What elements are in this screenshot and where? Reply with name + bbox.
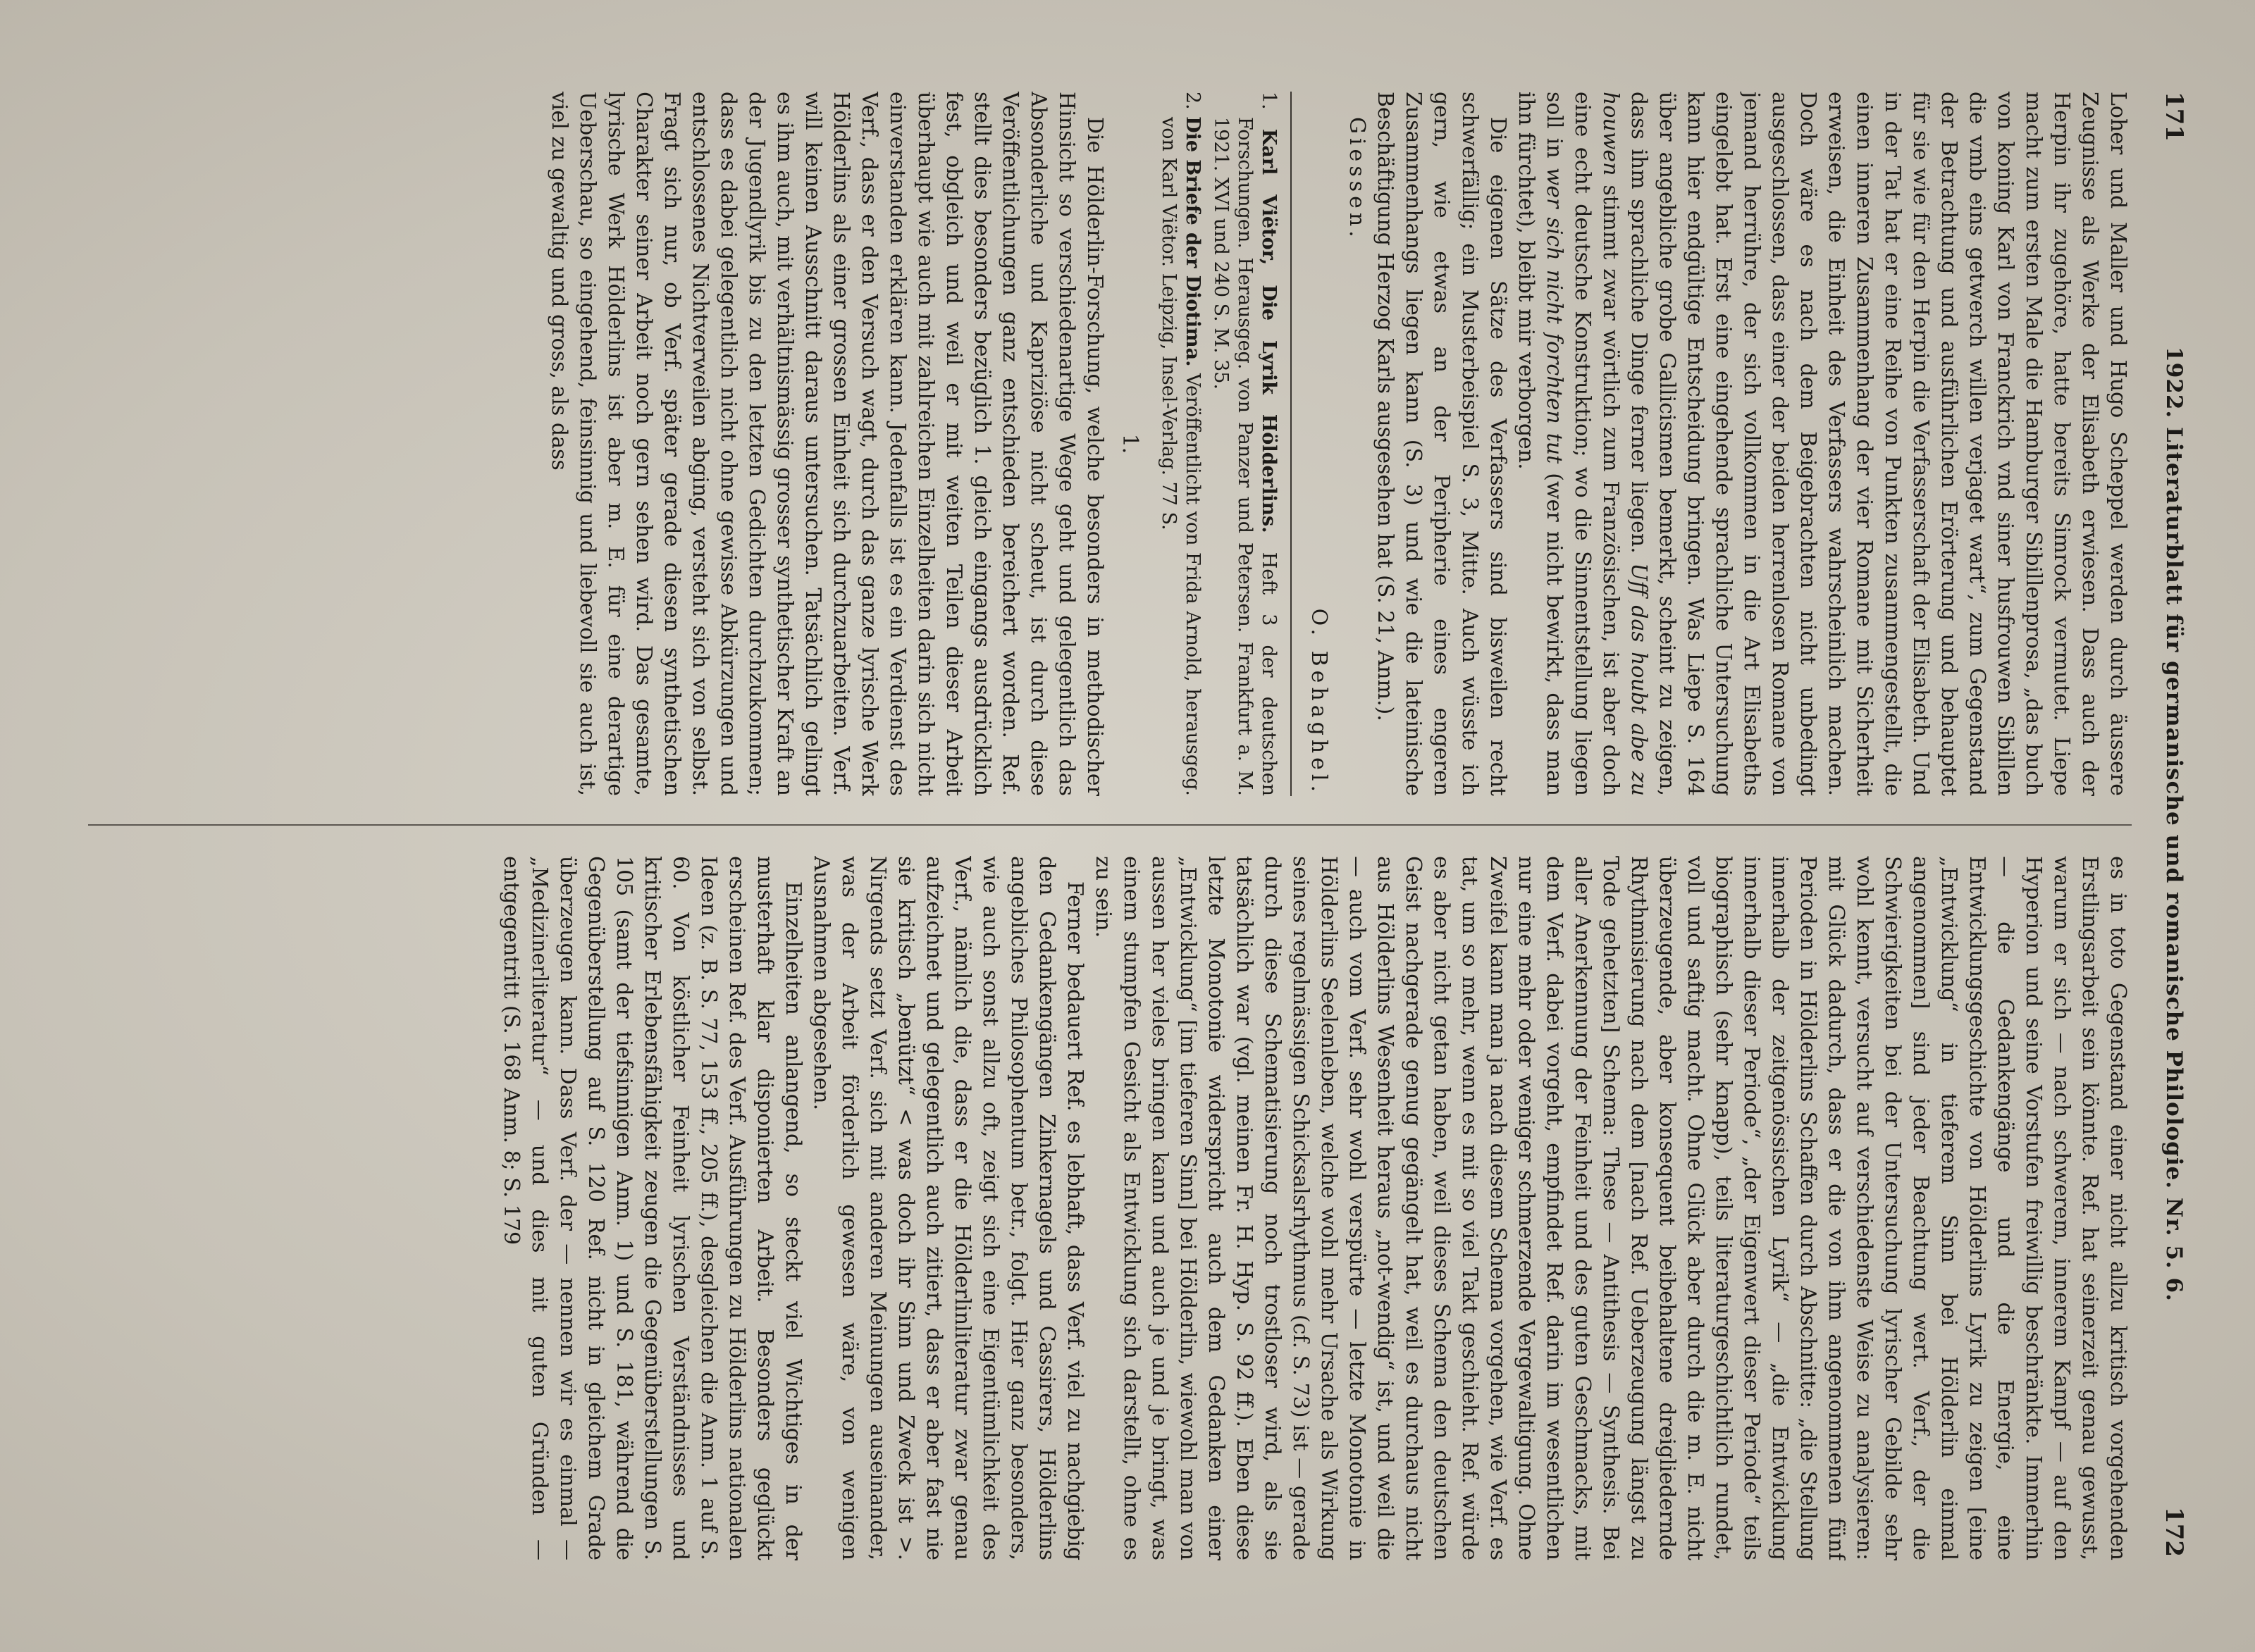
review-signature: O. Behaghel. — [1306, 608, 1331, 796]
review-place: Giessen. — [1345, 117, 1369, 242]
bibliographic-entry-1: 1. Karl Viëtor, Die Lyrik Hölderlins. Heft 3 der deutschen Forschungen. Herausgeg. von Panzer und Petersen. Frankfurt a. M. 1921. XVI und 240 S. M. 35. — [1210, 92, 1280, 796]
running-title: 1922. Literaturblatt für germanische und romanische Philologie. Nr. 5. 6. — [2161, 347, 2187, 1302]
page-header — [2146, 92, 2188, 1557]
paragraph: Die eigenen Sätze des Verfassers sind bisweilen recht schwerfällig; ein Musterbeispiel S. 3, Mitte. Auch wüsste ich gern, wie etwas an der Peripherie eines engeren Zusammenhangs liegen kann (S. 3) und wie die lateinische Beschäftigung Herzog Karls ausgesehen hat (S. 21, Anm.). — [1373, 92, 1510, 796]
page-number-right: 172 — [2160, 1507, 2188, 1557]
section-numeral: 1. — [1118, 433, 1142, 454]
section-divider — [1290, 92, 1292, 796]
page-number-left: 171 — [2160, 92, 2188, 142]
paragraph: Loher und Maller und Hugo Scheppel werden durch äussere Zeugnisse als Werke der Elisabeth erwiesen. Dass auch der Herpin ihr zugehöre, hatte bereits Simrock vermutet. Liepe macht zum ersten Male die Hamburger Sibillenprosa, „das buch von koning Karl von Franckrich vnd siner husfrouwen Sibillen die vmb eins getwerch willen verjaget wart“, zum Gegenstand der Betrachtung und ausführlichen Erörterung und behauptet für sie wie für den Herpin die Verfasserschaft der Elisabeth. Und in der Tat hat er eine Reihe von Punkten zusammengestellt, die einen inneren Zusammenhang der vier Romane mit Sicherheit erweisen, die Einheit des Verfassers wahrscheinlich machen. Doch wäre es nach dem Beigebrachten nicht unbedingt ausgeschlossen, dass einer der beiden herrenlosen Romane von jemand herrühre, der sich vollkommen in die Art Elisabeths eingelebt hat. Erst eine eingehende sprachliche Untersuchung kann hier endgültige Entscheidung bringen. Was Liepe S. 164 über angebliche grobe Gallicismen bemerkt, scheint zu zeigen, dass ihm sprachliche Dinge ferner liegen. Uff das houbt abe zu houwen stimmt zwar wörtlich zum Französischen, ist aber doch eine echt deutsche Konstruktion; wo die Sinnentstellung liegen soll in wer sich nicht forchten tut (wer nicht bewirkt, dass man ihn fürchtet), bleibt mir verborgen. — [1514, 92, 2130, 796]
bibliographic-entry-2: 2. Die Briefe der Diotima. Veröffentlicht von Frida Arnold, herausgeg. von Karl Viëtor. Leipzig, Insel-Verlag. 77 S. — [1158, 92, 1204, 796]
paragraph: es in toto Gegenstand einer nicht allzu kritisch vorgehenden Erstlingsarbeit sein könnte. Ref. hat seinerzeit genau gewusst, warum er sich — nach schwerem, innerem Kampf — auf den Hyperion und seine Vorstufen freiwillig beschränkte. Immerhin — die Gedankengänge und die Energie, eine Entwicklungsgeschichte von Hölderlins Lyrik zu zeigen [eine „Entwicklung“ in tieferem Sinn bei Hölderlin einmal angenommen] sind jeder Beachtung wert. Verf., der die Schwierigkeiten bei der Untersuchung lyrischer Gebilde sehr wohl kennt, versucht auf verschiedenste Weise zu analysieren: mit Glück dadurch, dass er die von ihm angenommenen fünf Perioden in Hölderlins Schaffen durch Abschnitte: „die Stellung innerhalb der zeitgenössischen Lyrik“ — „die Entwicklung innerhalb dieser Periode“, „der Eigenwert dieser Periode“ teils biographisch (sehr knapp), teils literaturgeschichtlich rundet, voll und saftig macht. Ohne Glück aber durch die m. E. nicht überzeugende, aber konsequent beibehaltene dreigliedernde Rhythmisierung nach dem [nach Ref. Ueberzeugung längst zu Tode gehetzten] Schema: These — Antithesis — Synthesis. Bei aller Anerkennung der Feinheit und des guten Geschmacks, mit dem Verf. dabei vorgeht, empfindet Ref. darin im wesentlichen nur eine mehr oder weniger schmerzende Vergewaltigung. Ohne Zweifel kann man ja nach diesem Schema vorgehen, wie Verf. es tat, um so mehr, wenn es mit so viel Takt geschieht. Ref. würde es aber nicht getan haben, weil dieses Schema den deutschen Geist nachgerade genug gegängelt hat, weil es durchaus nicht aus Hölderlins Wesenheit heraus „not-wendig“ ist, und weil die — auch vom Verf. sehr wohl verspürte — letzte Monotonie in Hölderlins Seelenleben, welche wohl mehr Ursache als Wirkung seines regelmässigen Schicksalsrhythmus (cf. S. 73) ist — gerade durch diese Schematisierung noch trostloser wird, als sie tatsächlich war (vgl. meinen Fr. H. Hyp. S. 92 ff.). Eben diese letzte Monotonie widerspricht auch dem Gedanken einer „Entwicklung“ [im tieferen Sinn] bei Hölderlin, wiewohl man von aussen her vieles bringen kann und auch je und je bringt, was einem stumpfen Gesicht als Entwicklung sich darstellt, ohne es zu sein. — [1091, 856, 2130, 1560]
column-divider — [88, 824, 2132, 826]
paragraph: Einzelheiten anlangend, so steckt viel Wichtiges in der musterhaft klar disponierten Arbeit. Besonders geglückt erscheinen Ref. des Verf. Ausführungen zu Hölderlins nationalen Ideen (z. B. S. 77, 153 ff., 205 ff.), desgleichen die Anm. 1 auf S. 60. Von köstlicher Feinheit lyrischen Verständnisses und kritischer Erlebensfähigkeit zeugen die Gegenüberstellungen S. 105 (samt der tiefsinnigen Anm. 1) und S. 181, während die Gegenüberstellung auf S. 120 Ref. nicht in gleichem Grade überzeugen kann. Dass Verf. der — nennen wir es einmal — „Medizinerliteratur“ — und dies mit guten Gründen — entgegentritt (S. 168 Anm. 8; S. 179 — [499, 856, 805, 1560]
paragraph: Ferner bedauert Ref. es lebhaft, dass Verf. viel zu nachgiebig den Gedankengängen Zinkernagels und Cassirers, Hölderlins angebliches Philosophentum betr., folgt. Hier ganz besonders, wie auch sonst allzu oft, zeigt sich eine Eigentümlichkeit des Verf., nämlich die, dass er die Hölderlinliteratur zwar genau aufzeichnet und gelegentlich auch zitiert, dass er aber fast nie sie kritisch „benützt“ < was doch ihr Sinn und Zweck ist >. Nirgends setzt Verf. sich mit anderen Meinungen auseinander, was der Arbeit förderlich gewesen wäre, von wenigen Ausnahmen abgesehen. — [809, 856, 1087, 1560]
left-column — [88, 92, 2132, 796]
paragraph: Die Hölderlin-Forschung, welche besonders in methodischer Hinsicht so verschiedenartige Wege geht und gelegentlich das Absonderliche und Kapriziöse nicht scheut, ist durch diese Veröffentlichungen ganz entschieden bereichert worden. Ref. stellt dies besonders bezüglich 1. gleich eingangs ausdrücklich fest, obgleich und weil er mit weiten Teilen dieser Arbeit überhaupt wie auch mit zahlreichen Einzelheiten darin sich nicht einverstanden erklären kann. Jedenfalls ist es ein Verdienst des Verf., dass er den Versuch wagt, durch das ganze lyrische Werk Hölderlins als einer grossen Einheit sich durchzuarbeiten. Verf. will keinen Ausschnitt daraus untersuchen. Tatsächlich gelingt es ihm auch, mit verhältnismässig grosser synthetischer Kraft an der Jugendlyrik bis zu den letzten Gedichten durchzukommen; dass es dabei gelegentlich nicht ohne gewisse Abkürzungen und entschlossenes Nichtverweilen abging, versteht sich von selbst. Fragt sich nur, ob Verf. später gerade diesen synthetischen Charakter seiner Arbeit noch gern sehen wird. Das gesamte, lyrische Werk Hölderlins ist aber m. E. für eine derartige Ueberschau, so eingehend, feinsinnig und liebevoll sie auch ist, viel zu gewaltig und gross, als dass — [547, 92, 1107, 796]
right-column — [88, 856, 2132, 1560]
